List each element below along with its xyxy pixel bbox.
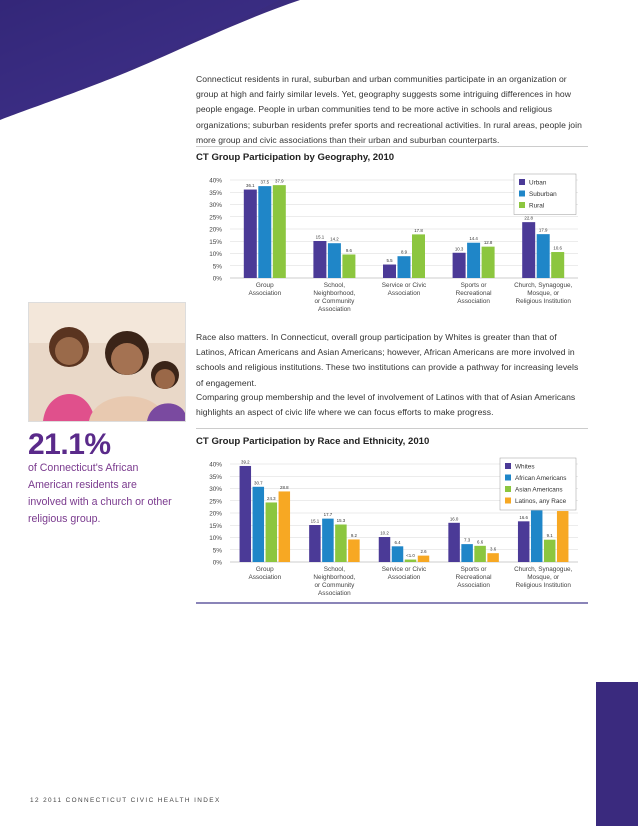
bar-value-label: 3.6: [490, 546, 497, 552]
category-label: Association: [387, 574, 421, 581]
bar: [279, 491, 291, 562]
bar: [482, 247, 495, 278]
bar-value-label: 12.8: [483, 240, 493, 246]
category-label: Sports or: [460, 566, 487, 573]
bar: [398, 256, 411, 278]
geography-chart-title: CT Group Participation by Geography, 2010: [196, 152, 395, 163]
category-label: Church, Synagogue,: [514, 566, 573, 573]
bar-value-label: 9.1: [546, 533, 553, 539]
category-label: Association: [248, 290, 282, 297]
bar-value-label: 37.9: [275, 178, 284, 184]
bar-value-label: 6.4: [394, 539, 401, 545]
bar-value-label: 39.2: [241, 459, 250, 465]
category-label: Association: [248, 574, 282, 581]
family-photo: [28, 302, 186, 422]
bar-value-label: 8.9: [400, 249, 408, 255]
bar-value-label: 9.6: [345, 247, 352, 253]
bar-value-label: 10.6: [553, 245, 562, 251]
bar: [467, 243, 480, 278]
bar: [453, 253, 466, 278]
category-label: Sports or: [460, 282, 487, 289]
bar: [309, 525, 321, 562]
bar-value-label: 36.1: [246, 183, 255, 189]
y-tick-label: 20%: [209, 226, 222, 234]
chart-bottom-rule: [196, 602, 588, 604]
bar: [383, 265, 396, 278]
category-label: Service or Civic: [381, 282, 427, 289]
bar: [448, 523, 460, 562]
legend-swatch: [505, 498, 511, 504]
highlight-stat: 21.1%: [28, 428, 111, 461]
bar-value-label: 16.0: [449, 516, 459, 522]
legend-label: Suburban: [529, 191, 557, 198]
chart2-top-rule: [196, 428, 588, 429]
bar-value-label: 17.7: [323, 512, 333, 518]
race-chart: [196, 450, 588, 600]
bar: [531, 510, 543, 562]
bar-value-label: 7.3: [464, 537, 471, 543]
y-tick-label: 0%: [212, 559, 222, 567]
bar: [474, 546, 486, 562]
bar-value-label: 15.3: [336, 518, 346, 524]
bar: [412, 234, 425, 278]
page-edge-block: [596, 682, 638, 826]
highlight-stat-text: of Connecticut's African American residents are involved with a church or other religious group.: [28, 462, 172, 525]
category-label: Association: [457, 298, 490, 305]
bar: [392, 546, 404, 562]
bar: [313, 241, 326, 278]
intro-paragraph: Connecticut residents in rural, suburban and urban communities participate in an organization or group at high and fairly similar levels. Yet, geography suggests some intriguing differences in how people engage. People in urban communities tend to be more active in schools and religious organizations; suburban residents prefer sports and recreational activities. In rural areas, people join more group and civic associations than their urban and suburban counterparts.: [196, 74, 582, 145]
y-tick-label: 10%: [209, 535, 222, 542]
bar: [405, 560, 417, 562]
bar-value-label: 17.9: [538, 227, 548, 233]
y-tick-label: 20%: [209, 510, 222, 518]
bar: [522, 222, 535, 278]
geography-chart: [196, 166, 588, 316]
bar: [258, 186, 271, 278]
legend-label: Asian Americans: [515, 486, 563, 494]
bar-value-label: 17.8: [414, 227, 423, 233]
legend-swatch: [505, 486, 511, 492]
bar: [544, 540, 556, 562]
bar: [244, 190, 257, 278]
legend-label: Latinos, any Race: [515, 498, 567, 505]
category-label: Service or Civic: [381, 566, 427, 573]
category-label: Recreational: [455, 290, 492, 297]
category-label: Mosque, or: [527, 574, 560, 581]
legend-label: African Americans: [515, 475, 567, 482]
category-label: Neighborhood,: [313, 290, 356, 297]
bar-value-label: 9.2: [350, 532, 357, 538]
category-label: Group: [255, 282, 274, 289]
bar: [537, 234, 550, 278]
bar-value-label: 37.5: [260, 179, 270, 185]
category-label: Association: [457, 582, 490, 589]
bar-value-label: <1.0: [406, 553, 415, 559]
category-label: Religious Institution: [515, 582, 571, 589]
legend-swatch: [519, 191, 525, 197]
bar-value-label: 16.6: [519, 514, 528, 520]
bar-value-label: 14.2: [330, 236, 339, 242]
y-tick-label: 30%: [209, 486, 222, 493]
category-label: Church, Synagogue,: [514, 282, 573, 289]
y-tick-label: 10%: [209, 251, 222, 258]
y-tick-label: 0%: [212, 275, 222, 283]
bar: [342, 254, 355, 278]
page-footer: 12 2011 CONNECTICUT CIVIC HEALTH INDEX: [30, 797, 221, 804]
bar: [487, 553, 499, 562]
race-chart-title: CT Group Participation by Race and Ethnicity, 2010: [196, 436, 430, 447]
category-label: Association: [318, 590, 351, 597]
bar: [273, 185, 286, 278]
legend-swatch: [505, 475, 511, 481]
bar-value-label: 10.2: [380, 530, 389, 536]
category-label: School,: [323, 566, 346, 573]
legend-swatch: [519, 202, 525, 208]
category-label: or Community: [314, 582, 355, 589]
y-tick-label: 5%: [212, 547, 222, 555]
category-label: or Community: [314, 298, 355, 305]
bar: [379, 537, 391, 562]
category-label: Neighborhood,: [313, 574, 356, 581]
y-tick-label: 30%: [209, 202, 222, 209]
y-tick-label: 35%: [209, 473, 222, 481]
y-tick-label: 5%: [212, 263, 222, 271]
bar: [266, 502, 278, 562]
category-label: School,: [323, 282, 346, 289]
chart-top-rule: [196, 146, 588, 147]
bar-value-label: 6.6: [477, 539, 484, 545]
y-tick-label: 15%: [209, 238, 222, 246]
bar-value-label: 30.7: [254, 480, 263, 486]
bar-value-label: 28.8: [280, 484, 289, 490]
y-tick-label: 35%: [209, 189, 222, 197]
bar: [551, 252, 564, 278]
category-label: Association: [318, 306, 351, 313]
bar: [240, 466, 252, 562]
y-tick-label: 15%: [209, 522, 222, 530]
bar: [461, 544, 473, 562]
legend-label: Rural: [529, 202, 545, 210]
bar: [253, 487, 264, 562]
bar: [335, 525, 347, 562]
category-label: Group: [255, 566, 274, 573]
race-paragraph: Race also matters. In Connecticut, overall group participation by Whites is greater than that of Latinos, African Americans and Asian Americans; however, African Americans are more involved in schools and religious institutions. These two institutions can provide a pathway for increasing levels of engagement.: [196, 332, 579, 388]
bar: [328, 243, 341, 278]
bar-value-label: 2.6: [420, 549, 427, 555]
legend-label: Whites: [515, 463, 535, 471]
category-label: Religious Institution: [515, 298, 571, 305]
bar-value-label: 5.5: [386, 258, 393, 264]
legend-label: Urban: [529, 179, 547, 187]
bar-value-label: 24.3: [267, 495, 276, 501]
y-tick-label: 25%: [209, 214, 222, 222]
y-tick-label: 40%: [209, 177, 222, 185]
bar-value-label: 15.1: [310, 518, 320, 524]
y-tick-label: 40%: [209, 461, 222, 469]
legend-swatch: [505, 463, 511, 469]
category-label: Recreational: [455, 574, 492, 581]
bar-value-label: 22.8: [524, 215, 533, 221]
y-tick-label: 25%: [209, 498, 222, 506]
bar: [322, 519, 334, 562]
compare-paragraph: Comparing group membership and the level of involvement of Latinos with that of Asian Americans highlights an aspect of civic life where we can focus efforts to make progress.: [196, 392, 576, 418]
category-label: Mosque, or: [527, 290, 560, 297]
bar: [518, 521, 530, 562]
bar: [557, 511, 569, 562]
bar-value-label: 15.1: [315, 234, 325, 240]
bar-value-label: 14.4: [469, 236, 478, 242]
bar: [418, 556, 430, 562]
category-label: Association: [387, 290, 421, 297]
bar-value-label: 10.3: [454, 246, 464, 252]
legend-swatch: [519, 179, 525, 185]
bar: [348, 539, 360, 562]
